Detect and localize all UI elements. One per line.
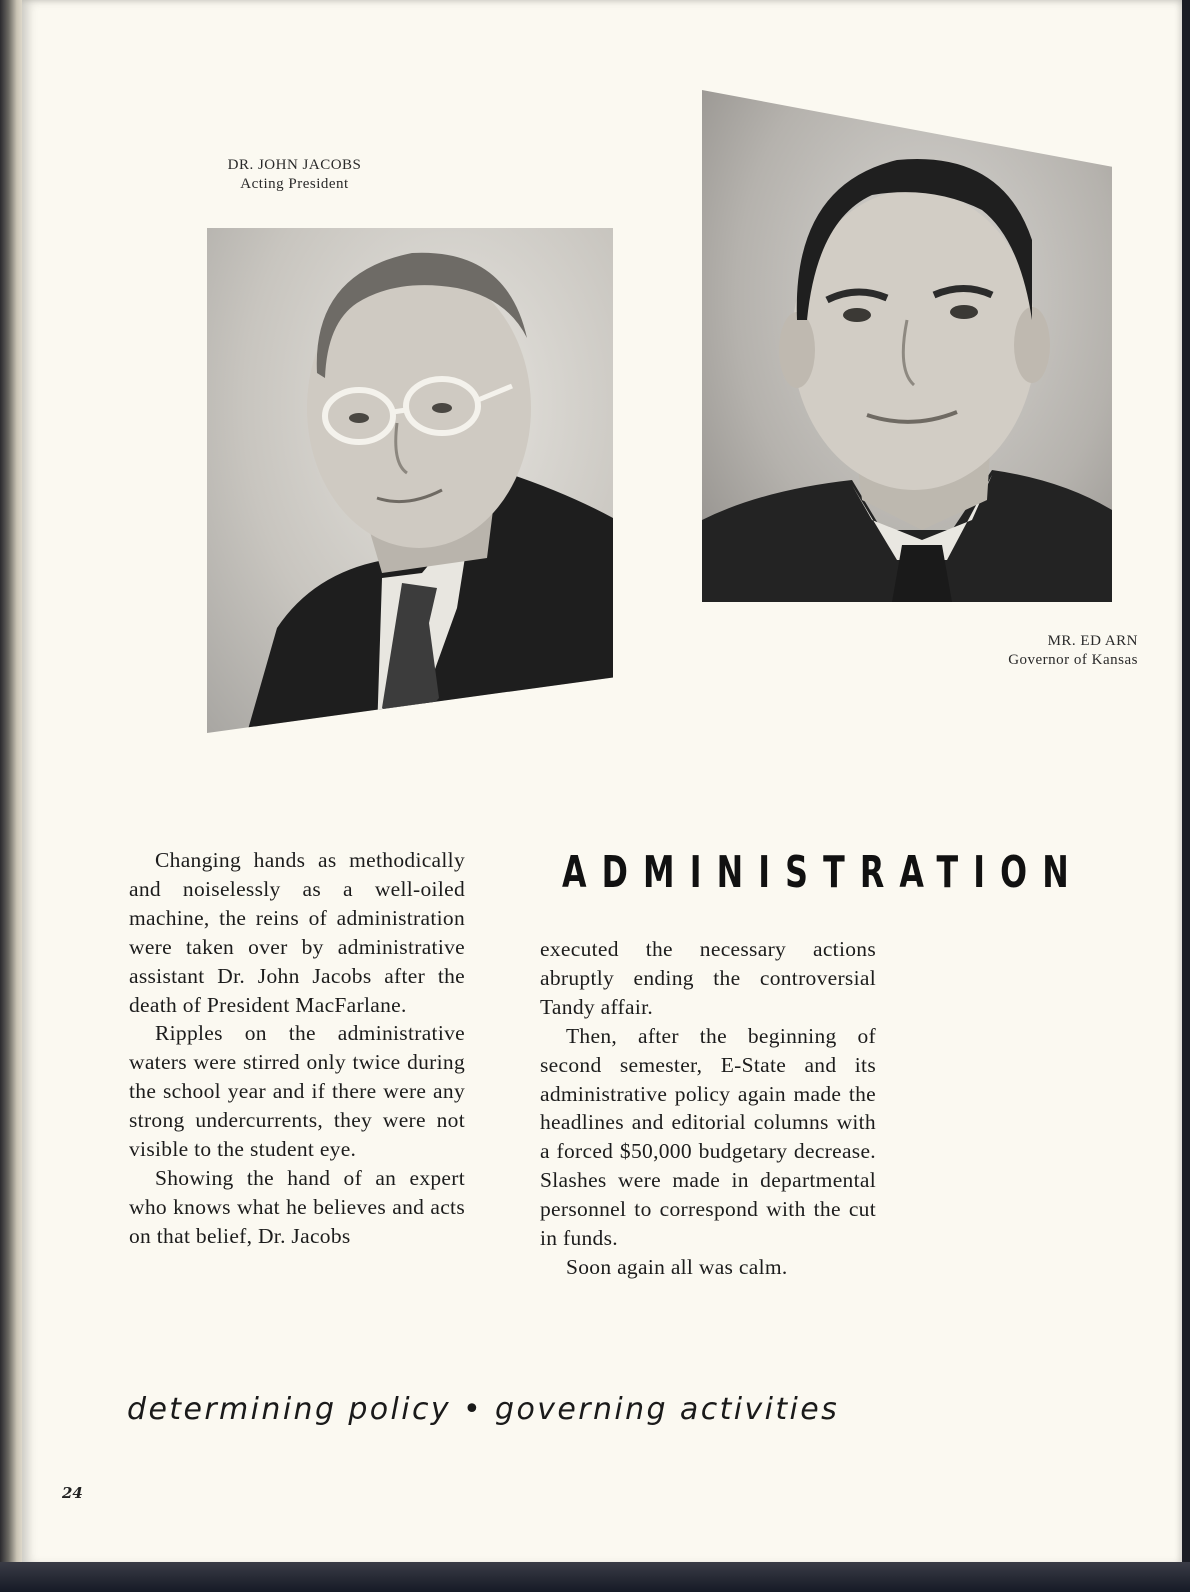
book-spine-edge [0, 0, 24, 1592]
yearbook-page [22, 0, 1182, 1566]
portrait-photo-left [207, 228, 613, 733]
paragraph: Soon again all was calm. [566, 1254, 788, 1279]
paragraph: Then, after the beginning of second semester, E-State and its administrative policy again made the headlines and editorial columns with a forced $50,000 budgetary decrease. Slashes were made in departmental personnel to correspond with the cut in funds. [540, 1023, 876, 1251]
paragraph: Ripples on the administrative waters were stirred only twice during the school year and if there were any strong undercurrents, they were not visible to the student eye. [129, 1021, 465, 1162]
section-heading: ADMINISTRATION [562, 847, 1084, 898]
page-number: 24 [62, 1484, 83, 1502]
caption-name: MR. ED ARN [1047, 633, 1138, 649]
article-column-right [540, 935, 876, 1282]
portrait-caption-left [207, 156, 382, 194]
portrait-photo-right [702, 90, 1112, 602]
paragraph: Changing hands as methodically and noiselessly as a well-oiled machine, the reins of administration were taken over by administrative assistant Dr. John Jacobs after the death of President MacFarlane. [129, 848, 465, 1017]
paragraph: executed the necessary actions abruptly ending the controversial Tandy affair. [540, 937, 876, 1019]
paragraph: Showing the hand of an expert who knows what he believes and acts on that belief, Dr. Jacobs [129, 1165, 465, 1248]
caption-role: Governor of Kansas [1008, 652, 1138, 668]
caption-name: DR. JOHN JACOBS [227, 157, 362, 173]
caption-role: Acting President [240, 176, 349, 192]
article-column-left [129, 846, 465, 1251]
portrait-caption-right [922, 632, 1138, 670]
page-bottom-shadow [0, 1562, 1190, 1592]
page-tagline: determining policy • governing activities [127, 1392, 840, 1427]
